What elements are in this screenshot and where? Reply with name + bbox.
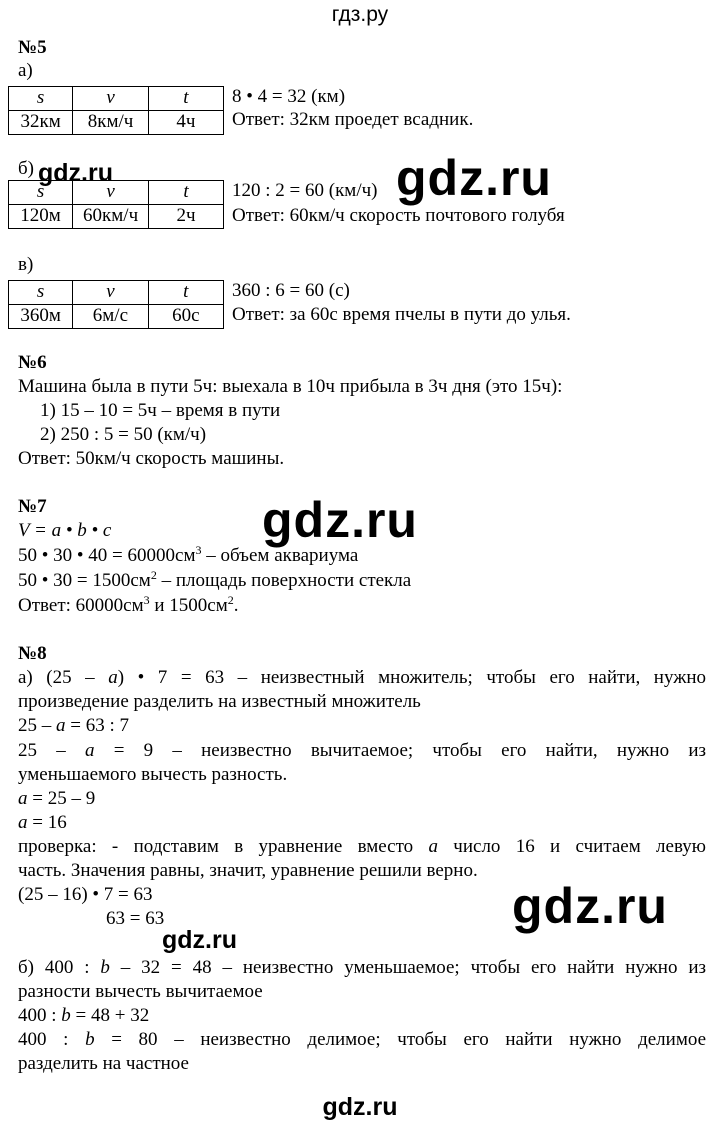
text: – 32 = 48 – неизвестно уменьшаемое; чтобы его найти нужно из: [109, 957, 706, 978]
task-8a-line-7: [18, 812, 67, 835]
task-8a-line-5: уменьшаемого вычесть разность.: [18, 764, 288, 785]
answer-period: .: [233, 595, 239, 616]
task-8b-line-3: [18, 1005, 149, 1028]
task-6-step-1: 1) 15 – 10 = 5ч – время в пути: [40, 400, 281, 421]
task-6-step-2: 2) 250 : 5 = 50 (км/ч): [40, 424, 207, 445]
task-8a-line-2: произведение разделить на известный множитель: [18, 691, 421, 712]
task-5-number: №5: [18, 37, 47, 58]
watermark: gdz.ru: [162, 926, 237, 954]
watermark: gdz.ru: [38, 159, 113, 187]
watermark: gdz.ru: [512, 878, 668, 934]
task-8b-line-4: [18, 1029, 706, 1052]
variable-a: a: [84, 740, 95, 761]
text: = 80 – неизвестно делимое; чтобы его найти нужно делимое: [94, 1029, 707, 1050]
variable-b: b: [61, 1005, 71, 1026]
cell-t: 2ч: [149, 204, 224, 228]
text: 400 :: [18, 1005, 62, 1026]
task-5b-calc: 120 : 2 = 60 (км/ч): [232, 180, 378, 201]
task-8a-line-4: [18, 740, 706, 763]
answer-exponent-1: 3: [143, 593, 150, 607]
task-5a-answer: Ответ: 32км проедет всадник.: [232, 109, 474, 130]
watermark: gdz.ru: [322, 1093, 398, 1121]
task-5c-label: в): [18, 254, 34, 275]
watermark: gdz.ru: [396, 150, 552, 206]
text: = 48 + 32: [70, 1005, 150, 1026]
task-8a-line-6: [18, 788, 95, 811]
col-t-header: t: [148, 87, 223, 111]
cell-s: 120м: [9, 204, 73, 228]
text: 400 :: [18, 1029, 86, 1050]
text: 25 –: [18, 715, 56, 736]
text: = 25 – 9: [27, 788, 96, 809]
text: ) • 7 = 63 – неизвестный множитель; чтобы его найти, нужно: [117, 667, 706, 688]
text: число 16 и считаем левую: [437, 836, 706, 857]
col-v-header: v: [73, 281, 148, 305]
cell-v: 8км/ч: [73, 110, 149, 134]
col-t-header: t: [148, 281, 223, 305]
site-header: гдз.ру: [331, 3, 389, 26]
col-v-header: v: [73, 87, 149, 111]
cell-t: 60с: [148, 304, 223, 328]
answer-part-2: и 1500см: [149, 595, 228, 616]
task-7-number: №7: [18, 496, 47, 517]
task-6-line: Машина была в пути 5ч: выехала в 10ч прибыла в 3ч дня (это 15ч):: [18, 376, 563, 397]
text: = 9 – неизвестно вычитаемое; чтобы его найти, нужно из: [94, 740, 707, 761]
cell-s: 32км: [9, 110, 73, 134]
col-t-header: t: [149, 181, 224, 205]
task-7-formula: V = a • b • c: [18, 520, 112, 541]
task-6-number: №6: [18, 352, 47, 373]
answer-exponent-2: 2: [227, 593, 234, 607]
text: б) 400 :: [18, 957, 101, 978]
text: а) (25 –: [18, 667, 109, 688]
variable-a: a: [18, 812, 28, 833]
task-7-answer: [18, 595, 238, 618]
volume-caption: – объем аквариума: [201, 545, 359, 566]
area-calc: 50 • 30 = 1500см: [18, 570, 151, 591]
task-5a-label: а): [18, 60, 33, 81]
task-8b-line-2: разности вычесть вычитаемое: [18, 981, 263, 1002]
col-s-header: s: [9, 87, 73, 111]
text: проверка: - подставим в уравнение вместо: [18, 836, 429, 857]
text: 25 –: [18, 740, 85, 761]
col-s-header: s: [9, 181, 73, 205]
task-8a-check-2: часть. Значения равны, значит, уравнение решили верно.: [18, 860, 478, 881]
text: = 16: [27, 812, 67, 833]
task-5c-table: [8, 280, 224, 329]
task-5c-answer: Ответ: за 60с время пчелы в пути до улья.: [232, 304, 571, 325]
task-5b-label: б): [18, 158, 34, 179]
cell-v: 6м/с: [73, 304, 148, 328]
variable-a: a: [428, 836, 438, 857]
task-6-answer: Ответ: 50км/ч скорость машины.: [18, 448, 285, 469]
task-8a-line-3: [18, 715, 129, 738]
task-8-number: №8: [18, 643, 47, 664]
area-caption: – площадь поверхности стекла: [156, 570, 412, 591]
task-5c-calc: 360 : 6 = 60 (с): [232, 280, 350, 301]
variable-a: a: [18, 788, 28, 809]
area-exponent: 2: [150, 568, 157, 582]
task-7-line-area: [18, 570, 411, 593]
task-8a-line-1: [18, 667, 706, 690]
volume-calc: 50 • 30 • 40 = 60000см: [18, 545, 196, 566]
answer-part-1: Ответ: 60000см: [18, 595, 144, 616]
task-5a-calc: 8 • 4 = 32 (км): [232, 86, 346, 107]
task-5b-answer: Ответ: 60км/ч скорость почтового голубя: [232, 205, 565, 226]
text: = 63 : 7: [65, 715, 129, 736]
task-8a-check-3: (25 – 16) • 7 = 63: [18, 884, 153, 905]
col-v-header: v: [73, 181, 149, 205]
task-5a-table: [8, 86, 224, 135]
cell-v: 60км/ч: [73, 204, 149, 228]
watermark: gdz.ru: [262, 492, 418, 548]
variable-b: b: [100, 957, 110, 978]
cell-t: 4ч: [148, 110, 223, 134]
task-8b-line-1: [18, 957, 706, 980]
cell-s: 360м: [9, 304, 73, 328]
task-8a-check-4: 63 = 63: [106, 908, 165, 929]
volume-exponent: 3: [195, 543, 202, 557]
variable-a: a: [56, 715, 66, 736]
task-8a-check-1: [18, 836, 706, 859]
variable-a: a: [108, 667, 118, 688]
variable-b: b: [85, 1029, 95, 1050]
task-8b-line-5: разделить на частное: [18, 1053, 189, 1074]
col-s-header: s: [9, 281, 73, 305]
